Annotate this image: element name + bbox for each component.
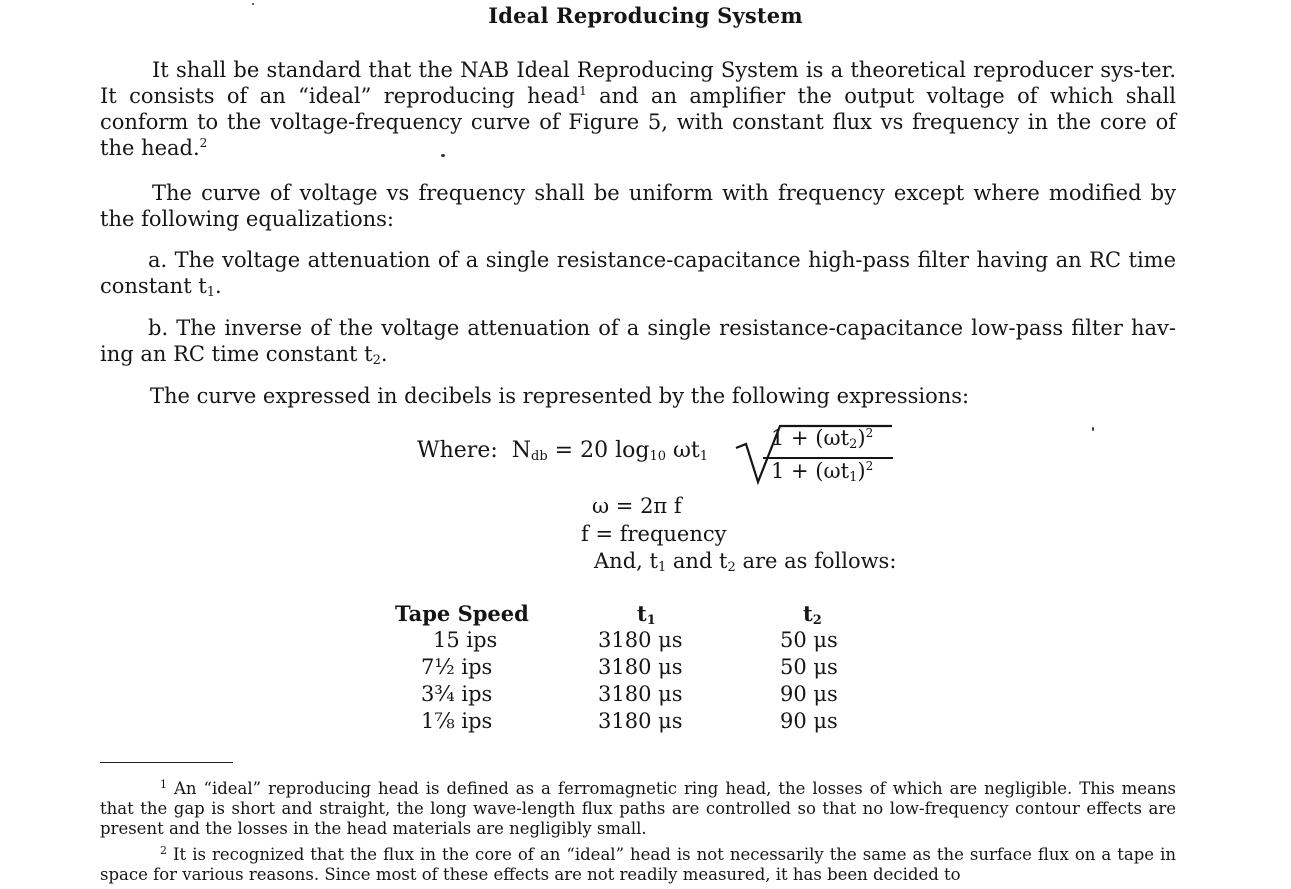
and-text-b: and t bbox=[666, 549, 728, 573]
and-sub-1: 1 bbox=[657, 560, 667, 575]
item-a-subscript: 1 bbox=[206, 285, 216, 300]
paragraph-curve bbox=[100, 180, 1176, 232]
time-constant-table bbox=[395, 600, 855, 735]
cell-t2: 50 μs bbox=[780, 655, 838, 679]
cell-t2: 50 μs bbox=[780, 628, 838, 652]
definition-omega: ω = 2π f bbox=[592, 494, 682, 518]
cell-speed: 7½ ips bbox=[421, 655, 493, 679]
header-t1-sub: 1 bbox=[646, 613, 656, 628]
formula-t1-sub: 1 bbox=[699, 449, 709, 464]
table-header-row bbox=[395, 600, 855, 627]
fraction-numerator bbox=[771, 426, 873, 450]
footnote-1 bbox=[100, 779, 1176, 839]
formula-omega-t: ωt bbox=[665, 438, 700, 463]
and-sub-2: 2 bbox=[727, 560, 736, 575]
denominator-sub: 1 bbox=[849, 470, 858, 485]
cell-speed: 1⅞ ips bbox=[421, 709, 493, 733]
scan-speck bbox=[252, 3, 254, 5]
item-b-end: . bbox=[380, 342, 388, 366]
cell-speed: 3¾ ips bbox=[421, 682, 493, 706]
cell-t1: 3180 μs bbox=[598, 628, 683, 652]
cell-t2: 90 μs bbox=[780, 709, 838, 733]
header-t1 bbox=[637, 600, 656, 627]
table-row bbox=[395, 627, 855, 654]
formula-n-sub: db bbox=[531, 449, 548, 464]
cell-t1: 3180 μs bbox=[598, 682, 683, 706]
paragraph-intro-text-b: and an amplifier the output voltage of which shall conform to the voltage-frequency curve of Figure 5, with constant flux vs frequency in the core of the head. bbox=[100, 84, 1176, 160]
numerator-b: ) bbox=[857, 426, 866, 450]
item-b-text: b. The inverse of the voltage attenuation of a single resistance-capacitance low-pass filter hav-ing an RC time constant t bbox=[100, 316, 1176, 366]
header-t1-letter: t bbox=[637, 601, 647, 626]
paragraph-item-a bbox=[100, 247, 1176, 299]
item-b-subscript: 2 bbox=[372, 353, 381, 368]
footnote-2 bbox=[100, 845, 1176, 885]
scan-speck bbox=[1092, 427, 1094, 431]
expression-intro-text: The curve expressed in decibels is represented by the following expressions: bbox=[150, 384, 970, 408]
denominator-b: ) bbox=[857, 459, 866, 483]
item-a-text: a. The voltage attenuation of a single resistance-capacitance high-pass filter having an RC time constant t bbox=[100, 248, 1176, 298]
footnote-ref-2[interactable]: 2 bbox=[199, 136, 208, 150]
formula-n: N bbox=[511, 438, 531, 463]
numerator-a: 1 + (ωt bbox=[771, 426, 850, 450]
scan-speck bbox=[441, 154, 445, 157]
numerator-sub: 2 bbox=[849, 437, 858, 452]
cell-t1: 3180 μs bbox=[598, 655, 683, 679]
item-a-end: . bbox=[215, 274, 222, 298]
page-title: Ideal Reproducing System bbox=[488, 3, 803, 28]
table-row bbox=[395, 708, 855, 735]
header-t2 bbox=[803, 600, 822, 627]
and-text-a: And, t bbox=[594, 549, 658, 573]
numerator-sup: 2 bbox=[865, 426, 874, 440]
paragraph-expression-intro bbox=[100, 383, 1176, 409]
formula-eq: = 20 log bbox=[547, 438, 650, 463]
formula-where: Where: bbox=[417, 438, 498, 463]
paragraph-intro bbox=[100, 57, 1176, 161]
footnote-2-mark: 2 bbox=[160, 844, 167, 857]
denominator-sup: 2 bbox=[865, 459, 874, 473]
cell-t1: 3180 μs bbox=[598, 709, 683, 733]
footnote-1-mark: 1 bbox=[160, 778, 167, 791]
formula-lhs bbox=[417, 438, 708, 463]
fraction-denominator bbox=[771, 459, 873, 483]
paragraph-curve-text: The curve of voltage vs frequency shall be uniform with frequency except where modified by the following equalizations: bbox=[100, 181, 1176, 231]
footnote-divider bbox=[100, 762, 233, 763]
table-row bbox=[395, 681, 855, 708]
denominator-a: 1 + (ωt bbox=[771, 459, 850, 483]
header-t2-sub: 2 bbox=[812, 613, 822, 628]
and-text-c: are as follows: bbox=[735, 549, 897, 573]
header-t2-letter: t bbox=[803, 601, 813, 626]
paragraph-item-b bbox=[100, 315, 1176, 367]
definition-frequency: f = frequency bbox=[581, 522, 727, 546]
footnote-2-text: It is recognized that the flux in the core of an “ideal” head is not necessarily the same as the surface flux on a tape in space for various reasons. Since most of these effects are not readily measured, it has been decided to bbox=[100, 845, 1176, 884]
cell-speed: 15 ips bbox=[433, 628, 498, 652]
paragraph-intro-text-a: It shall be standard that the NAB Ideal Reproducing System is a theoretical reproducer sys-ter. It consists of an “ideal” reproducing head bbox=[100, 58, 1176, 108]
cell-t2: 90 μs bbox=[780, 682, 838, 706]
formula-log-sub: 10 bbox=[649, 449, 666, 464]
definition-time-constants bbox=[594, 548, 896, 575]
decibel-formula bbox=[417, 424, 897, 494]
footnote-ref-1[interactable]: 1 bbox=[579, 84, 587, 98]
table-row bbox=[395, 654, 855, 681]
footnote-1-text: An “ideal” reproducing head is defined as a ferromagnetic ring head, the losses of which are negligible. This means that the gap is short and straight, the long wave-length flux paths are controlled so that no low-frequency contour effects are present and the losses in the head materials are negligibly small. bbox=[100, 779, 1176, 838]
header-tape-speed: Tape Speed bbox=[395, 601, 529, 626]
